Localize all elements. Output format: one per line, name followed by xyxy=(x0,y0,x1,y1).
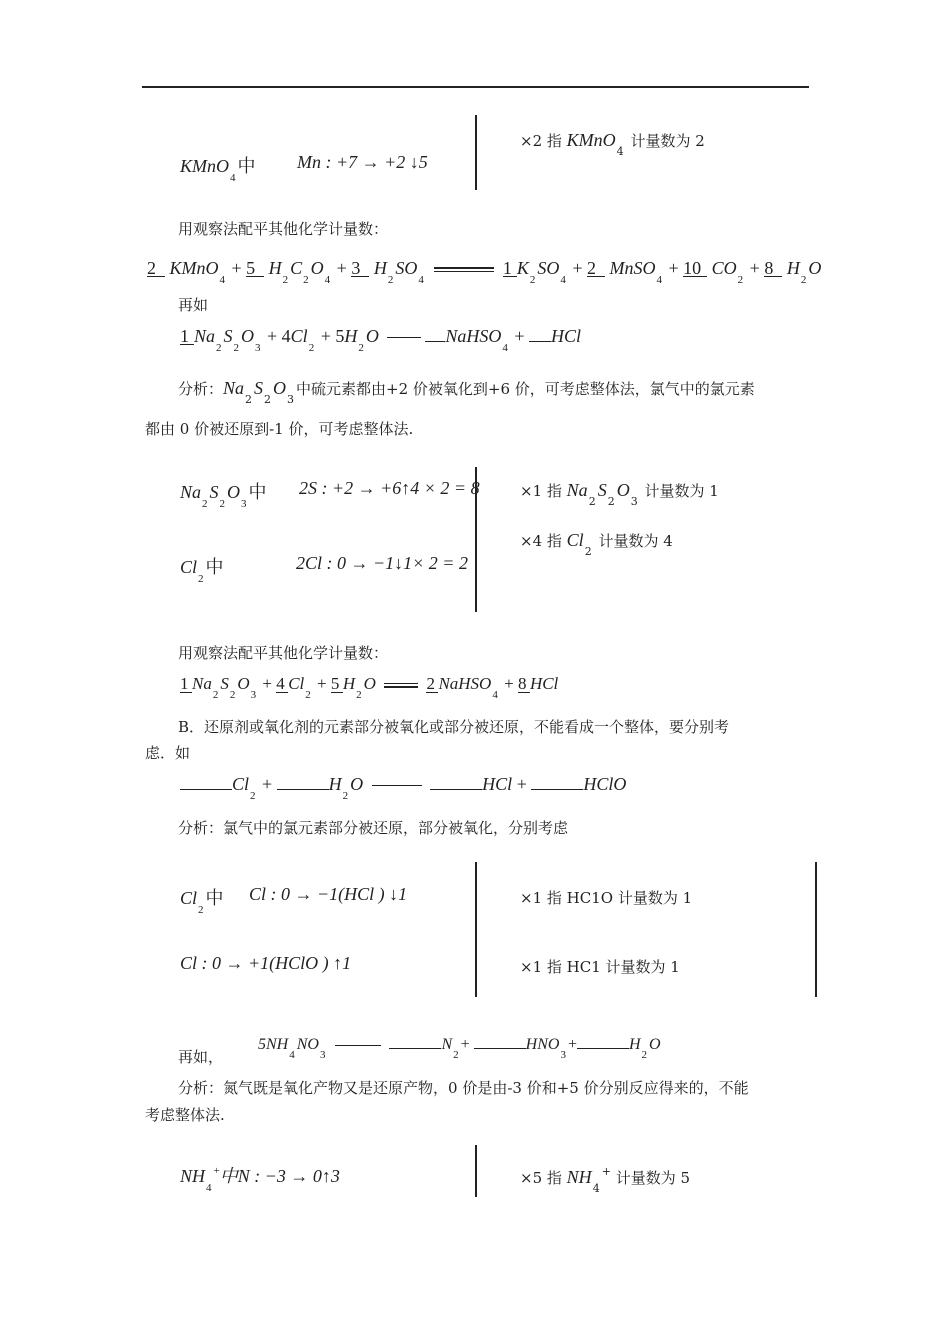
divider-line xyxy=(475,862,477,997)
divider-line xyxy=(475,1145,477,1197)
na2s2o3-note: ×1 指 $Na_2S_2O_3$ 计量数为 1 xyxy=(520,480,719,508)
equals-sign xyxy=(434,265,494,274)
part-b-line1: B．还原剂或氧化剂的元素部分被氧化或部分被还原，不能看成一个整体，要分别考 xyxy=(178,718,730,736)
analysis-1-line2: 都由 0 价被还原到-1 价，可考虑整体法. xyxy=(145,420,414,438)
nh4-note: ×5 指 $NH_4^+$ 计量数为 5 xyxy=(520,1165,690,1195)
again-text-1: 再如 xyxy=(178,296,209,314)
equation-1: 2 KMnO$_4$ + 5 $H_2C_2O_4 + 3$ $H_2SO_4$ 1 $K_2SO_4 + 2$ MnSO$_4$ + 10 $CO_2 + 8$ $H_2O$ xyxy=(147,258,822,286)
kmno4-change: Mn : +7 → +2 ↓5 xyxy=(297,152,428,172)
analysis-2: 分析：氯气中的氯元素部分被还原，部分被氧化，分别考虑 xyxy=(178,819,569,837)
analysis-3-line1: 分析：氮气既是氧化产物又是还原产物，0 价是由-3 价和+5 价分别反应得来的，不能 xyxy=(178,1079,749,1097)
analysis-1-line1: 分析：$Na_2S_2O_3$中硫元素都由+2 价被氧化到+6 价，可考虑整体法，氯气中的氯元素 xyxy=(178,378,755,406)
analysis-3-line2: 考虑整体法. xyxy=(145,1106,225,1124)
observe-text-2: 用观察法配平其他化学计量数： xyxy=(178,644,389,662)
cl2-note: ×4 指 $Cl_2$ 计量数为 4 xyxy=(520,530,673,558)
nh4-change: $NH_4^+$中N : −3 → 0↑3 xyxy=(180,1165,340,1194)
divider-line xyxy=(475,115,477,190)
equation-2: 1 $Na_2S_2O_3 + 4Cl_2 + 5H_2O$ NaHSO$_4$ + HCl xyxy=(180,326,582,354)
again-text-2: 再如， xyxy=(178,1048,224,1066)
part-b-line2: 虑．如 xyxy=(145,744,191,762)
cl2-formula-2: $Cl_2$中 xyxy=(180,888,224,916)
kmno4-note: ×2 指 KMnO$_4$ 计量数为 2 xyxy=(520,130,705,158)
cl2-formula: $Cl_2$中 xyxy=(180,557,224,585)
header-rule xyxy=(142,86,809,88)
equation-5: $5NH_4NO_3$ $N_2+ HNO_3+ H_2O$ xyxy=(258,1036,661,1061)
s-change: 2S : +2 → +6↑4 × 2 = 8 xyxy=(299,478,480,498)
cl-oxidation: Cl : 0 → +1(HClO ) ↑1 xyxy=(180,953,352,973)
cl-change: 2Cl : 0 → −1↓1× 2 = 2 xyxy=(296,553,468,573)
equation-4: $Cl_2 + H_2O$ HCl + HClO xyxy=(180,774,626,802)
na2s2o3-formula: $Na_2S_2O_3$中 xyxy=(180,482,267,510)
divider-line-right xyxy=(815,862,817,997)
hcl-note: ×1 指 HC1 计量数为 1 xyxy=(520,958,680,976)
observe-text-1: 用观察法配平其他化学计量数： xyxy=(178,220,389,238)
cl-reduction: Cl : 0 → −1(HCl ) ↓1 xyxy=(249,884,408,904)
hclo-note: ×1 指 HC1O 计量数为 1 xyxy=(520,889,693,907)
kmno4-formula: KMnO$_4$中 xyxy=(180,156,256,184)
equation-3: 1 $Na_2S_2O_3 + 4$ $Cl_2 + 5$ $H_2O$ 2 NaHSO$_4$ + 8 HCl xyxy=(180,674,559,701)
